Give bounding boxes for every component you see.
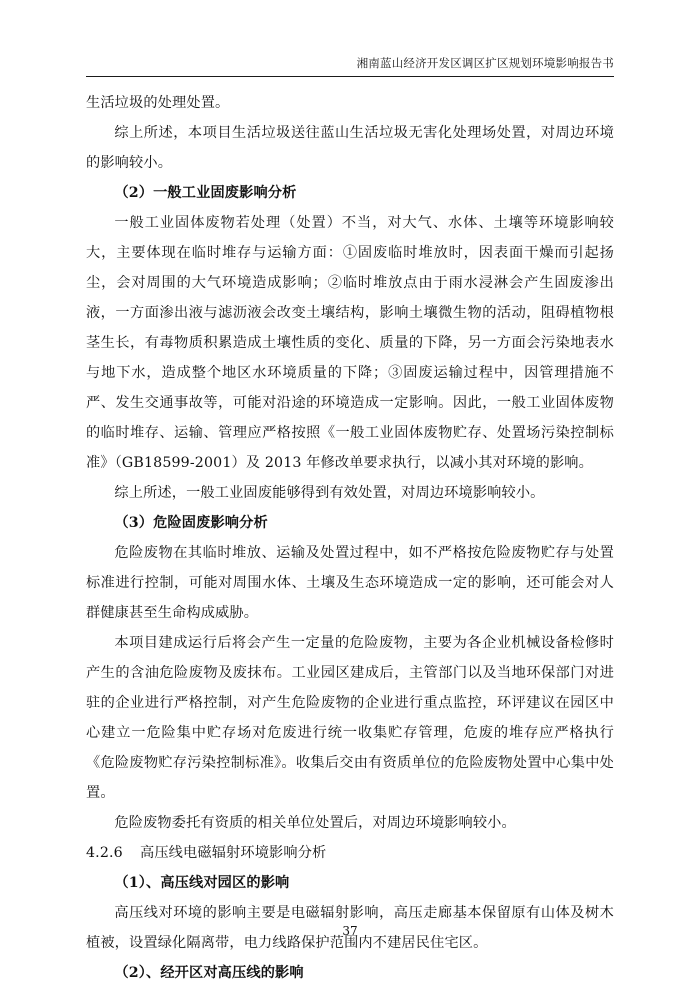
paragraph: 危险废物在其临时堆放、运输及处置过程中，如不严格按危险废物贮存与处置标准进行控制，可能对周围水体、土壤及生态环境造成一定的影响，还可能会对人群健康甚至生命构成威胁。	[86, 545, 614, 621]
page-header: 湘南蓝山经济开发区调区扩区规划环境影响报告书	[356, 56, 614, 70]
paragraph: 综上所述，一般工业固废能够得到有效处置，对周边环境影响较小。	[114, 485, 545, 501]
page-number: 37	[342, 924, 358, 938]
section-title: 高压线电磁辐射环境影响分析	[140, 845, 327, 861]
paragraph: 综上所述，本项目生活垃圾送往蓝山生活垃圾无害化处理场处置，对周边环境的影响较小。	[86, 125, 614, 171]
paragraph: 高压线对环境的影响主要是电磁辐射影响，高压走廊基本保留原有山体及树木植被，设置绿化隔离带，电力线路保护范围内不建居民住宅区。	[86, 905, 614, 951]
paragraph: 一般工业固体废物若处理（处置）不当，对大气、水体、土壤等环境影响较大，主要体现在临时堆存与运输方面：①固废临时堆放时，因表面干燥而引起扬尘，会对周围的大气环境造成影响；②临时堆放点由于雨水浸淋会产生固废渗出液，一方面渗出液与滤沥液会改变土壤结构，影响土壤微生物的活动，阻碍植物根茎生长，有毒物质积累造成土壤性质的变化、质量的下降，另一方面会污染地表水与地下水，造成整个地区水环境质量的下降；③固废运输过程中，因管理措施不严、发生交通事故等，可能对沿途的环境造成一定影响。因此，一般工业固体废物的临时堆存、运输、管理应严格按照《一般工业固体废物贮存、处置场污染控制标准》（GB18599-2001）及 2013 年修改单要求执行，以减小其对环境的影响。	[86, 215, 614, 471]
header-divider	[86, 76, 614, 77]
paragraph: 危险废物委托有资质的相关单位处置后，对周边环境影响较小。	[114, 815, 516, 831]
subheading: （2）、经开区对高压线的影响	[114, 965, 304, 981]
document-body	[86, 88, 614, 988]
subheading: （2）一般工业固废影响分析	[114, 185, 297, 201]
section-number: 4.2.6	[86, 845, 123, 861]
paragraph: 本项目建成运行后将会产生一定量的危险废物，主要为各企业机械设备检修时产生的含油危险废物及废抹布。工业园区建成后，主管部门以及当地环保部门对进驻的企业进行严格控制，对产生危险废物的企业进行重点监控，环评建议在园区中心建立一危险集中贮存场对危废进行统一收集贮存管理，危废的堆存应严格执行《危险废物贮存污染控制标准》。收集后交由有资质单位的危险废物处置中心集中处置。	[86, 635, 614, 801]
subheading: （1）、高压线对园区的影响	[114, 875, 290, 891]
section-heading	[86, 838, 614, 868]
paragraph: 生活垃圾的处理处置。	[86, 95, 230, 111]
subheading: （3）危险固废影响分析	[114, 515, 268, 531]
